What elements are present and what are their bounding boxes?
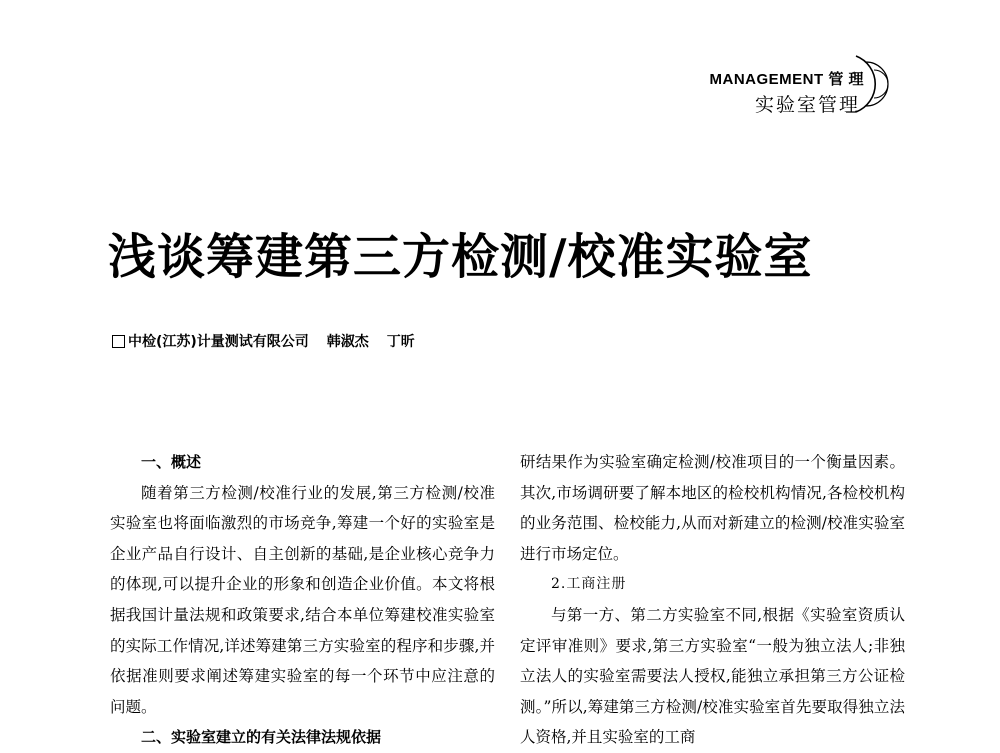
journal-section-header xyxy=(600,50,900,120)
right-column xyxy=(520,447,905,753)
body-paragraph: 随着第三方检测/校准行业的发展,第三方检测/校准实验室也将面临激烈的市场竞争,筹建一个好的实验室是企业产品自行设计、自主创新的基础,是企业核心竞争力的体现,可以提升企业的形象和创造企业价值。本文将根据我国计量法规和政策要求,结合本单位筹建校准实验室的实际工作情况,详述筹建第三方实验室的程序和步骤,并依据准则要求阐述筹建实验室的每一个环节中应注意的问题。 xyxy=(110,483,495,716)
subsection-heading-registration: 2.工商注册 xyxy=(551,576,627,593)
left-column xyxy=(110,447,495,753)
author-name-2: 丁昕 xyxy=(386,334,415,350)
byline xyxy=(112,331,415,351)
section-heading-legal-basis: 二、实验室建立的有关法律法规依据 xyxy=(141,728,382,747)
section-label-english: MANAGEMENT 管 理 xyxy=(709,71,864,88)
author-organization: 中检(江苏)计量测试有限公司 xyxy=(128,334,309,350)
article-title: 浅谈筹建第三方检测/校准实验室 xyxy=(108,229,813,285)
body-paragraph: 与第一方、第二方实验室不同,根据《实验室资质认定评审准则》要求,第三方实验室“一般为独立法人;非独立法人的实验室需要法人授权,能独立承担第三方公证检测。”所以,筹建第三方检测/校准实验室首先要取得独立法人资格,并且实验室的工商 xyxy=(520,605,905,747)
decorative-arc-icon xyxy=(846,50,906,120)
byline-square-icon xyxy=(112,335,125,348)
body-paragraph: 研结果作为实验室确定检测/校准项目的一个衡量因素。其次,市场调研要了解本地区的检校机构情况,各检校机构的业务范围、检校能力,从而对新建立的检测/校准实验室进行市场定位。 xyxy=(520,453,905,563)
section-heading-overview: 一、概述 xyxy=(141,453,202,471)
section-label-chinese: 实验室管理 xyxy=(754,94,860,116)
author-name-1: 韩淑杰 xyxy=(326,334,369,350)
